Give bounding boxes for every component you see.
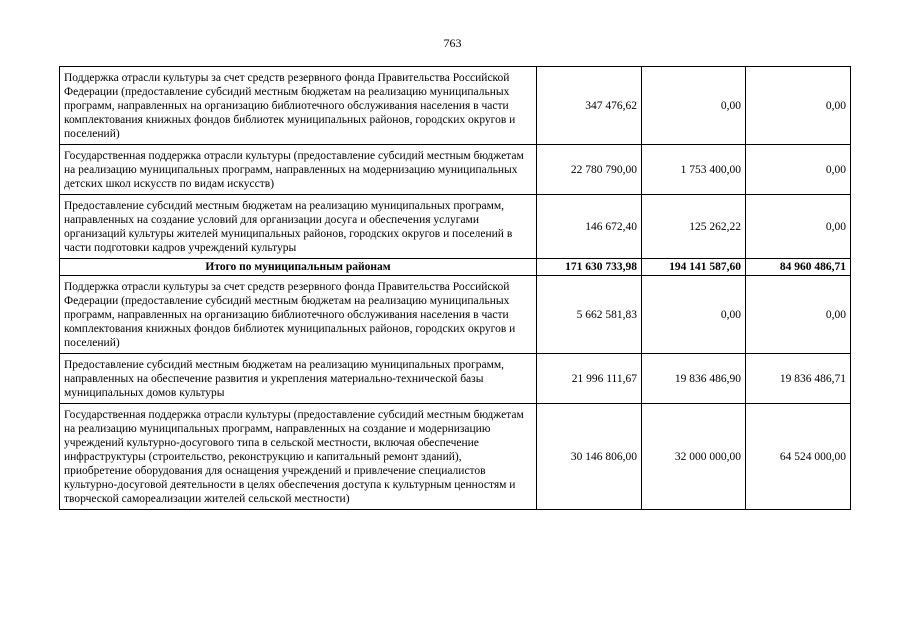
- row-value-2: 0,00: [642, 67, 746, 145]
- row-description: Предоставление субсидий местным бюджетам на реализацию муниципальных программ, направленных на обеспечение развития и укрепления материально-технической базы муниципальных домов культуры: [60, 354, 537, 404]
- table-row: [60, 276, 851, 354]
- table-row: [60, 67, 851, 145]
- budget-table: [59, 66, 851, 510]
- table-row: [60, 145, 851, 195]
- total-label: Итого по муниципальным районам: [60, 259, 537, 276]
- total-value-2: 194 141 587,60: [642, 259, 746, 276]
- row-description: Государственная поддержка отрасли культуры (предоставление субсидий местным бюджетам на реализацию муниципальных программ, направленных на создание и модернизацию учреждений культурно-досугового типа в сельской местности, включая обеспечение инфраструктуры (строительство, реконструкцию и капитальный ремонт зданий), приобретение оборудования для оснащения учреждений и привлечение специалистов культурно-досуговой деятельности в целях обеспечения доступа к культурным ценностям и творческой самореализации жителей сельской местности): [60, 404, 537, 510]
- row-description: Поддержка отрасли культуры за счет средств резервного фонда Правительства Российской Федерации (предоставление субсидий местным бюджетам на реализацию муниципальных программ, направленных на организацию библиотечного обслуживания населения в части комплектования книжных фондов библиотек муниципальных районов, городских округов и поселений): [60, 276, 537, 354]
- row-value-2: 19 836 486,90: [642, 354, 746, 404]
- table-row: [60, 404, 851, 510]
- row-value-1: 146 672,40: [537, 195, 642, 259]
- row-value-1: 5 662 581,83: [537, 276, 642, 354]
- table-row: [60, 195, 851, 259]
- row-value-3: 0,00: [746, 195, 851, 259]
- total-value-3: 84 960 486,71: [746, 259, 851, 276]
- row-value-2: 32 000 000,00: [642, 404, 746, 510]
- table-row: [60, 354, 851, 404]
- row-value-3: 0,00: [746, 276, 851, 354]
- row-value-2: 125 262,22: [642, 195, 746, 259]
- row-value-1: 22 780 790,00: [537, 145, 642, 195]
- row-description: Государственная поддержка отрасли культуры (предоставление субсидий местным бюджетам на реализацию муниципальных программ, направленных на модернизацию муниципальных детских школ искусств по видам искусств): [60, 145, 537, 195]
- row-value-1: 21 996 111,67: [537, 354, 642, 404]
- row-value-3: 0,00: [746, 67, 851, 145]
- row-value-3: 0,00: [746, 145, 851, 195]
- row-description: Поддержка отрасли культуры за счет средств резервного фонда Правительства Российской Федерации (предоставление субсидий местным бюджетам на реализацию муниципальных программ, направленных на организацию библиотечного обслуживания населения в части комплектования книжных фондов библиотек муниципальных районов, городских округов и поселений): [60, 67, 537, 145]
- row-value-2: 1 753 400,00: [642, 145, 746, 195]
- page-number: 763: [443, 36, 462, 50]
- row-description: Предоставление субсидий местным бюджетам на реализацию муниципальных программ, направленных на создание условий для организации досуга и обеспечения услугами организаций культуры жителей муниципальных районов, городских округов и поселений в части подготовки кадров учреждений культуры: [60, 195, 537, 259]
- row-value-3: 19 836 486,71: [746, 354, 851, 404]
- row-value-1: 347 476,62: [537, 67, 642, 145]
- total-row: [60, 259, 851, 276]
- row-value-1: 30 146 806,00: [537, 404, 642, 510]
- row-value-3: 64 524 000,00: [746, 404, 851, 510]
- total-value-1: 171 630 733,98: [537, 259, 642, 276]
- row-value-2: 0,00: [642, 276, 746, 354]
